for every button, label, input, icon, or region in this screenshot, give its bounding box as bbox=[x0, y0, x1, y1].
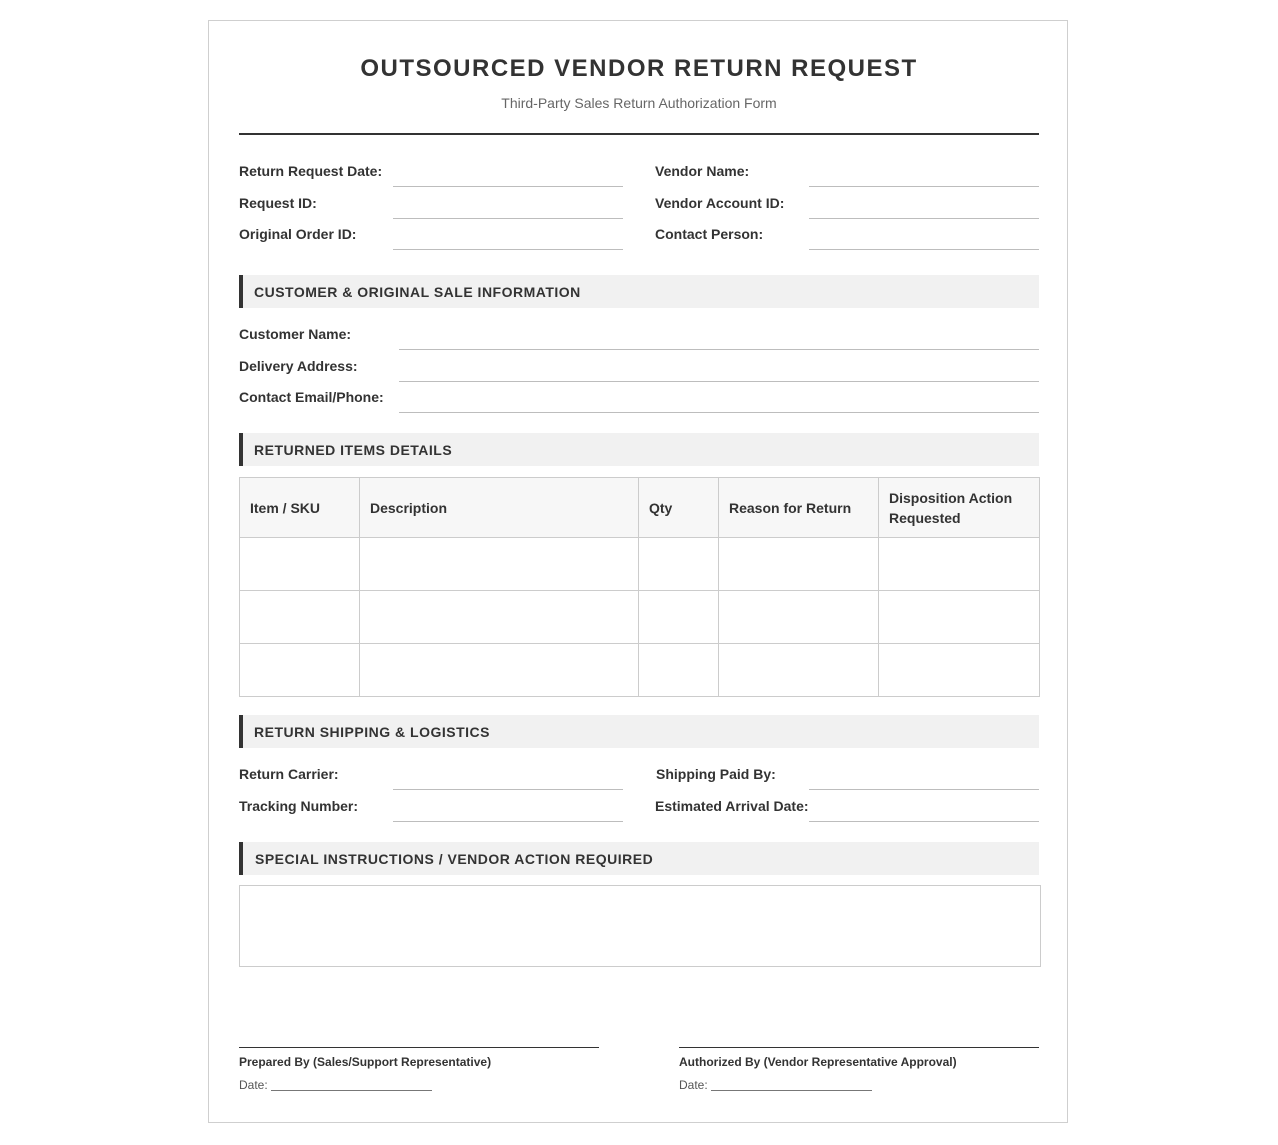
contact-email-phone-label: Contact Email/Phone: bbox=[239, 389, 384, 405]
return-request-date-field[interactable] bbox=[393, 186, 623, 187]
table-cell[interactable] bbox=[719, 591, 879, 644]
prepared-by-date-field[interactable] bbox=[271, 1090, 432, 1091]
delivery-address-field[interactable] bbox=[399, 381, 1039, 382]
contact-email-phone-field[interactable] bbox=[399, 412, 1039, 413]
table-row bbox=[240, 538, 1040, 591]
table-cell[interactable] bbox=[719, 538, 879, 591]
estimated-arrival-date-label: Estimated Arrival Date: bbox=[655, 798, 809, 814]
table-cell[interactable] bbox=[879, 591, 1040, 644]
instructions-section-title: SPECIAL INSTRUCTIONS / VENDOR ACTION REQUIRED bbox=[255, 851, 654, 867]
form-title: OUTSOURCED VENDOR RETURN REQUEST bbox=[360, 55, 918, 82]
special-instructions-textarea[interactable] bbox=[239, 885, 1041, 967]
vendor-name-field[interactable] bbox=[809, 186, 1039, 187]
vendor-name-label: Vendor Name: bbox=[655, 163, 750, 179]
request-id-field[interactable] bbox=[393, 218, 623, 219]
table-cell[interactable] bbox=[639, 591, 719, 644]
table-cell[interactable] bbox=[240, 644, 360, 697]
table-cell[interactable] bbox=[879, 538, 1040, 591]
tracking-number-label: Tracking Number: bbox=[239, 798, 359, 814]
original-order-id-label: Original Order ID: bbox=[239, 226, 357, 242]
customer-section-title: CUSTOMER & ORIGINAL SALE INFORMATION bbox=[254, 284, 581, 300]
return-carrier-field[interactable] bbox=[393, 789, 623, 790]
return-carrier-label: Return Carrier: bbox=[239, 766, 339, 782]
items-section-header bbox=[239, 433, 1039, 466]
title-divider bbox=[239, 133, 1039, 135]
contact-person-field[interactable] bbox=[809, 249, 1039, 250]
column-header-description: Description bbox=[360, 478, 639, 538]
column-header-qty: Qty bbox=[639, 478, 719, 538]
authorized-by-label: Authorized By (Vendor Representative Approval) bbox=[679, 1055, 957, 1069]
return-request-date-label: Return Request Date: bbox=[239, 163, 383, 179]
table-cell[interactable] bbox=[240, 538, 360, 591]
authorized-by-date-field[interactable] bbox=[711, 1090, 872, 1091]
original-order-id-field[interactable] bbox=[393, 249, 623, 250]
table-cell[interactable] bbox=[719, 644, 879, 697]
items-section-title: RETURNED ITEMS DETAILS bbox=[254, 442, 453, 458]
shipping-section-title: RETURN SHIPPING & LOGISTICS bbox=[254, 724, 490, 740]
table-header-row bbox=[240, 478, 1040, 538]
customer-section-header bbox=[239, 275, 1039, 308]
table-cell[interactable] bbox=[360, 538, 639, 591]
table-row bbox=[240, 591, 1040, 644]
authorized-by-date-label: Date: bbox=[679, 1078, 708, 1092]
vendor-account-id-label: Vendor Account ID: bbox=[655, 195, 785, 211]
customer-name-label: Customer Name: bbox=[239, 326, 352, 342]
contact-person-label: Contact Person: bbox=[655, 226, 764, 242]
table-cell[interactable] bbox=[639, 538, 719, 591]
column-header-reason: Reason for Return bbox=[719, 478, 879, 538]
vendor-account-id-field[interactable] bbox=[809, 218, 1039, 219]
table-row bbox=[240, 644, 1040, 697]
instructions-section-header bbox=[239, 842, 1039, 875]
estimated-arrival-date-field[interactable] bbox=[809, 821, 1039, 822]
authorized-by-signature-line[interactable] bbox=[679, 1047, 1039, 1048]
request-id-label: Request ID: bbox=[239, 195, 317, 211]
table-cell[interactable] bbox=[240, 591, 360, 644]
shipping-section-header bbox=[239, 715, 1039, 748]
returned-items-table bbox=[239, 477, 1040, 697]
form-page bbox=[208, 20, 1068, 1123]
form-subtitle: Third-Party Sales Return Authorization Form bbox=[501, 95, 777, 111]
prepared-by-signature-line[interactable] bbox=[239, 1047, 599, 1048]
shipping-paid-by-field[interactable] bbox=[809, 789, 1039, 790]
tracking-number-field[interactable] bbox=[393, 821, 623, 822]
table-cell[interactable] bbox=[360, 591, 639, 644]
customer-name-field[interactable] bbox=[399, 349, 1039, 350]
table-cell[interactable] bbox=[879, 644, 1040, 697]
delivery-address-label: Delivery Address: bbox=[239, 358, 358, 374]
prepared-by-date-label: Date: bbox=[239, 1078, 268, 1092]
table-cell[interactable] bbox=[639, 644, 719, 697]
prepared-by-label: Prepared By (Sales/Support Representative) bbox=[239, 1055, 492, 1069]
shipping-paid-by-label: Shipping Paid By: bbox=[656, 766, 776, 782]
column-header-item-sku: Item / SKU bbox=[240, 478, 360, 538]
table-cell[interactable] bbox=[360, 644, 639, 697]
column-header-disposition: Disposition Action Requested bbox=[879, 478, 1040, 538]
